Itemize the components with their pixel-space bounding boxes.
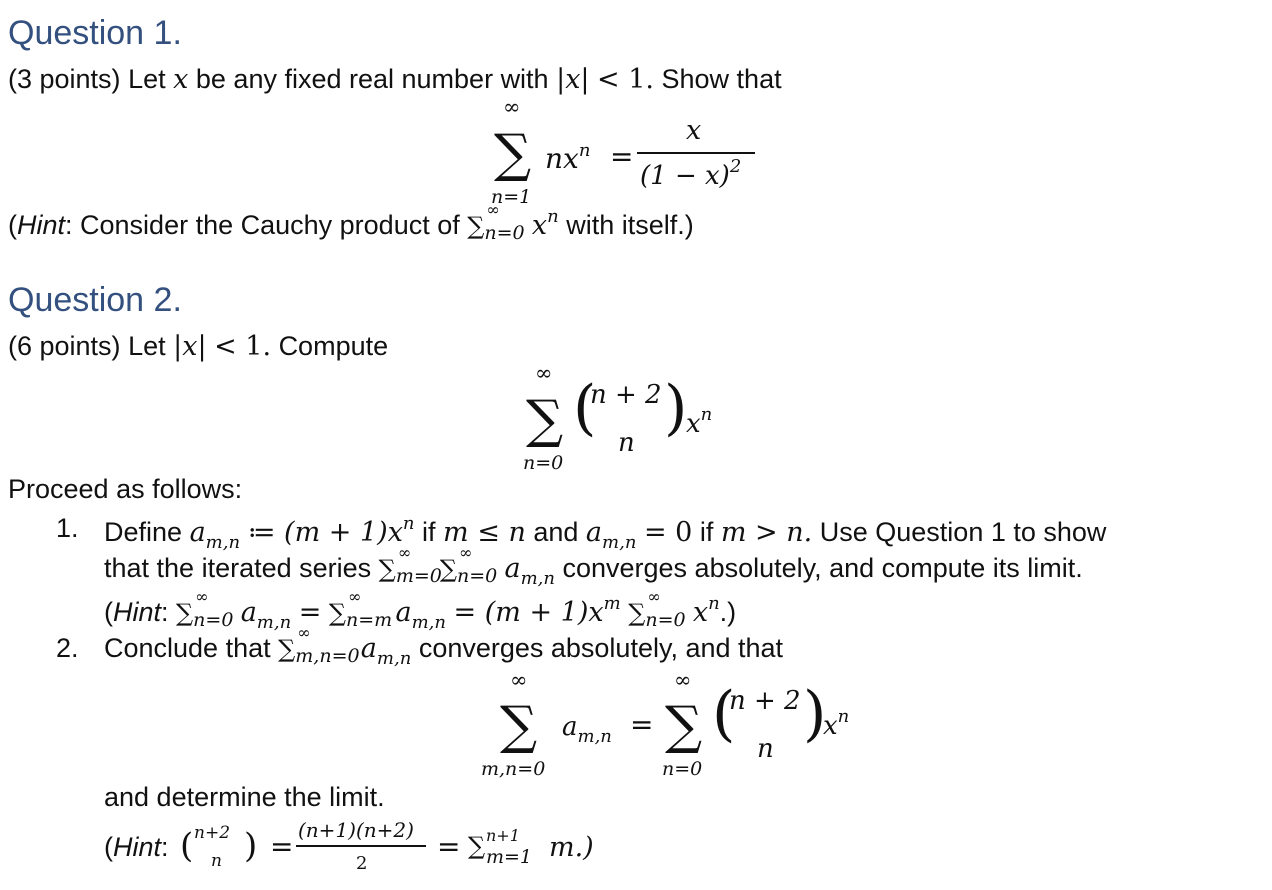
step-1-line-1: Define $a_{m,n}$ ≔ $(m + 1)x^n$ if m ≤ n and $a_{m,n} = 0$ if m > n. Use Question 1 to show: [104, 513, 1107, 553]
q2-sum-lower: n=0: [523, 452, 564, 474]
step-2-binom-right: ): [803, 679, 827, 749]
q1-hint-word: Hint: [17, 210, 66, 240]
q2-statement: (6 points) Let |x| < 1. Compute: [8, 331, 389, 362]
step-2-line: Conclude that ∑ ∞ m,n=0 $a_{m,n}$ converges absolutely, and that: [104, 623, 784, 669]
step-2-sigma-2: ∑: [665, 696, 703, 756]
q2-binom-bottom: n: [618, 428, 635, 458]
final-sum-upper: n+1: [486, 826, 520, 845]
q1-equals: =: [610, 140, 634, 173]
determine-limit: and determine the limit.: [104, 782, 385, 812]
final-frac-den: 2: [356, 853, 368, 874]
final-binom-right: ): [244, 826, 258, 866]
q1-frac-den: $(1 - x)^2$: [640, 156, 742, 191]
q1-sum-lower: n=1: [491, 186, 532, 208]
step-1-line-2: that the iterated series ∑ ∞ m=0 ∑ ∞ n=0 $a_{m,n}$ converges absolutely, and compute its limit.: [104, 543, 1083, 589]
q1-hint: (Hint: Consider the Cauchy product of ∑ ∞ n=0 $x^n$ with itself.): [8, 200, 694, 244]
step-2-binom-top: n + 2: [729, 686, 801, 716]
q2-proceed: Proceed as follows:: [8, 474, 243, 504]
q1-lt-one: < 1.: [597, 64, 654, 95]
final-binom-top: n+2: [194, 823, 231, 843]
final-term: m.): [549, 832, 594, 863]
q1-statement: [8, 64, 782, 95]
q1-intro-let: Let: [128, 64, 166, 94]
q1-show-that: Show that: [661, 64, 782, 94]
q2-binom-top: n + 2: [590, 380, 662, 410]
step-2-sum1-upper: ∞: [510, 668, 528, 692]
final-frac-num: (n+1)(n+2): [298, 818, 414, 842]
q2-points: (6 points): [8, 331, 121, 361]
q1-sum-upper: ∞: [503, 95, 521, 119]
final-binom-left: (: [180, 826, 194, 866]
q2-sum-upper: ∞: [535, 361, 553, 385]
final-eq-2: =: [437, 830, 461, 863]
step-2-sum2-lower: n=0: [662, 758, 703, 780]
step-2-sum1-lower: m,n=0: [481, 758, 546, 780]
q1-var-x: x: [173, 64, 189, 95]
step-2-binom-left: (: [712, 679, 736, 749]
step-1-hint: (Hint: ∑ ∞ n=0 $a_{m,n}$ = ∑ ∞ n=m $a_{m,n} = (m + 1)x^m$ ∑ ∞ n=0 $x^n$.): [104, 587, 737, 633]
q2-binom-right: ): [664, 373, 688, 443]
q1-abs-x: |x|: [556, 64, 590, 95]
q2-binom-left: (: [573, 373, 597, 443]
step-2-binom-bottom: n: [757, 734, 774, 764]
step-2-equals: =: [630, 708, 654, 741]
final-eq: =: [270, 830, 294, 863]
step-2-sigma-1: ∑: [500, 696, 538, 756]
step-2-term: $x^n$: [823, 706, 850, 741]
final-binom-bottom: n: [211, 851, 222, 871]
q2-term: $x^n$: [686, 404, 713, 439]
q1-sigma: ∑: [494, 124, 532, 184]
final-frac-line: [296, 845, 426, 847]
final-sigma: ∑: [468, 832, 486, 860]
step-2-number: 2.: [56, 633, 79, 663]
question-1-heading: Question 1.: [8, 14, 182, 52]
final-hint-open: (Hint:: [104, 832, 169, 862]
q1-summand: $nx^n$: [545, 140, 591, 175]
q1-frac-num: x: [686, 115, 702, 146]
q1-intro-text: be any fixed real number with: [195, 64, 549, 94]
q1-points: (3 points): [8, 64, 121, 94]
step-2-sum2-upper: ∞: [674, 668, 692, 692]
step-2-amn: $a_{m,n}$: [562, 712, 612, 747]
question-2-heading: Question 2.: [8, 281, 182, 319]
final-sum-lower: m=1: [486, 846, 533, 868]
step-1-number: 1.: [56, 513, 79, 543]
q2-sigma: ∑: [526, 390, 564, 450]
q1-frac-line: [637, 152, 755, 154]
